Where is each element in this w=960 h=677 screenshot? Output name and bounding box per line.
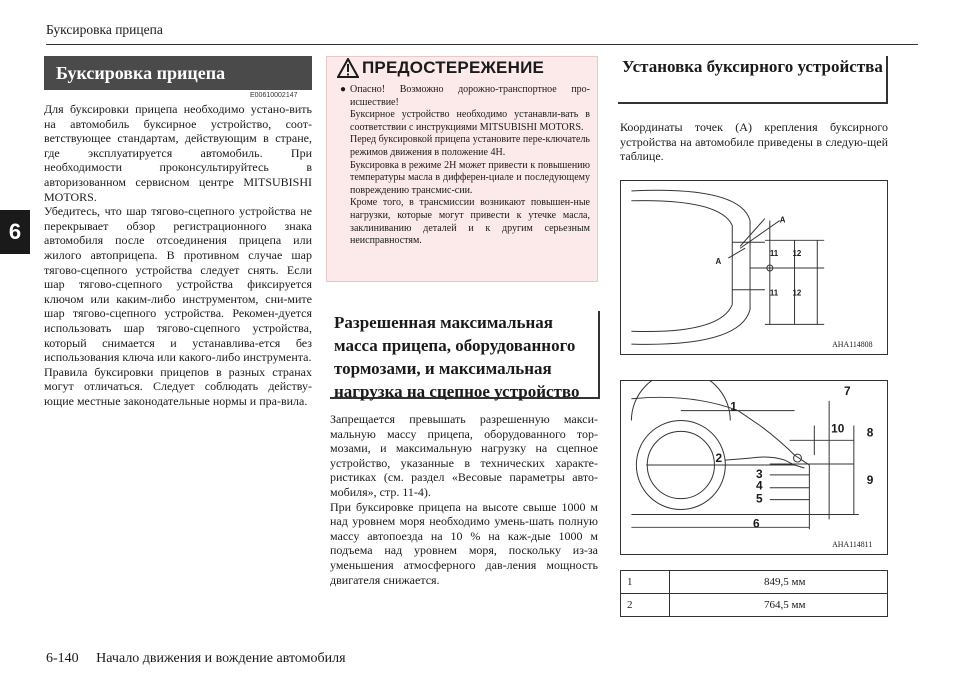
- paragraph: При буксировке прицепа на высоте свыше 1000 м над уровнем моря необходимо умень-шать полную массу автопоезда на 10 % на каж-дые 1000 м подъема над уровнем моря, поскольку из-за уменьшения атмосферного дав-ления мощность двигателя снижается.: [330, 499, 598, 587]
- running-header: Буксировка прицепа: [46, 22, 163, 37]
- page-footer: [46, 651, 346, 667]
- install-text: Координаты точек (A) крепления буксирного устройства на автомобиле приведены в следую-щей таблице.: [620, 120, 888, 164]
- table-cell-value: 849,5 мм: [670, 571, 888, 594]
- page-number: 6-140: [46, 651, 79, 666]
- section-title-towing: Буксировка прицепа: [44, 56, 312, 90]
- figure-label: 2: [715, 451, 723, 466]
- figure-label: 12: [792, 288, 802, 298]
- figure-label: 1: [730, 399, 737, 414]
- section-code: E00610002147: [250, 92, 298, 99]
- figure-label: 8: [866, 425, 874, 440]
- warning-title: ПРЕДОСТЕРЕЖЕНИЕ: [362, 58, 545, 77]
- warning-paragraph: Перед буксировкой прицепа установите пере-ключатель режимов движения в положение 4H.: [350, 134, 590, 158]
- figure-label: 12: [792, 249, 802, 259]
- warning-paragraph: Кроме того, в трансмиссии возникают повышен-ные нагрузки, которые могут привести к утечке масла, заклиниванию деталей и к другим серьезным неисправностям.: [350, 197, 590, 247]
- towing-text: [44, 102, 312, 408]
- figure-label: 3: [755, 466, 763, 481]
- warning-paragraph: Опасно! Возможно дорожно-транспортное про-исшествие!: [350, 84, 590, 108]
- table-row: [621, 594, 888, 617]
- chapter-tab: 6: [0, 210, 30, 254]
- table-cell-number: 1: [621, 571, 670, 594]
- figure-code: AHA114811: [832, 540, 873, 550]
- figure-label: A: [715, 257, 722, 267]
- figure-label: 9: [866, 472, 874, 487]
- section-title-install: Установка буксирного устройства: [618, 56, 888, 104]
- figure-label: 4: [755, 478, 763, 493]
- figure-mounting-points: [620, 180, 888, 355]
- figure-label: 6: [753, 516, 760, 531]
- mass-text: [330, 412, 598, 587]
- section-title-mass: Разрешенная максимальная масса прицепа, оборудованного тормозами, и максимальная нагрузка на сцепное устройство: [330, 311, 600, 399]
- figure-label: A: [779, 215, 786, 225]
- header-divider: [46, 44, 918, 45]
- figure-label: 11: [769, 249, 779, 259]
- table-cell-number: 2: [621, 594, 670, 617]
- warning-text: [340, 84, 590, 248]
- figure-label: 11: [769, 288, 779, 298]
- bullet-icon: ●: [340, 84, 347, 95]
- paragraph: Запрещается превышать разрешенную макси-мальную массу прицепа, оборудованного тор-мозами, и максимальную нагрузку на сцепное устройство, указанные в технических характе-ристиках (см. раздел «Весовые параметры авто-мобиля», стр. 11-4).: [330, 412, 598, 499]
- dimensions-table: [620, 570, 888, 617]
- table-row: [621, 571, 888, 594]
- figure-label: 5: [755, 491, 763, 506]
- paragraph: Правила буксировки прицепов в разных странах могут отличаться. Следует соблюдать действу-ющие местные законодательные нормы и пра-вила.: [44, 364, 312, 408]
- table-cell-value: 764,5 мм: [670, 594, 888, 617]
- figure-tow-hitch-dimensions: [620, 380, 888, 555]
- paragraph: Для буксировки прицепа необходимо устано-вить на автомобиль буксирное устройство, соот-ветствующее стандартам, действующим в стране, где эксплуатируется автомобиль. При необходимости проконсультируйтесь в авторизованном сервисном центре MITSUBISHI MOTORS.: [44, 102, 312, 204]
- warning-triangle-icon: [337, 58, 359, 78]
- chapter-name: Начало движения и вождение автомобиля: [96, 651, 346, 666]
- warning-paragraph: Буксирное устройство необходимо устанавли-вать в соответствии с инструкциями MITSUBISHI MOTORS.: [350, 109, 590, 133]
- figure-label: 7: [843, 383, 851, 398]
- figure-label: 10: [831, 421, 845, 436]
- warning-paragraph: Буксировка в режиме 2H может привести к повышению температуры масла в дифферен-циале и последующему повреждению трансмис-сии.: [350, 159, 590, 196]
- paragraph: Убедитесь, что шар тягово-сцепного устройства не перекрывает обзор регистрационного знака автомобиля после отсоединения прицепа или жилого автоприцепа. В противном случае шар тягово-сцепного устройства следует снять. Если шар тягово-сцепного устройства фиксируется ключом или каким-либо инструментом, сни-мите шар тягово-сцепного устройства. Рекомен-дуется использовать шар тягово-сцепного устройства, который снимается и устанавлива-ется без использования ключа или какого-либо инструмента.: [44, 204, 312, 365]
- figure-code: AHA114808: [832, 340, 873, 350]
